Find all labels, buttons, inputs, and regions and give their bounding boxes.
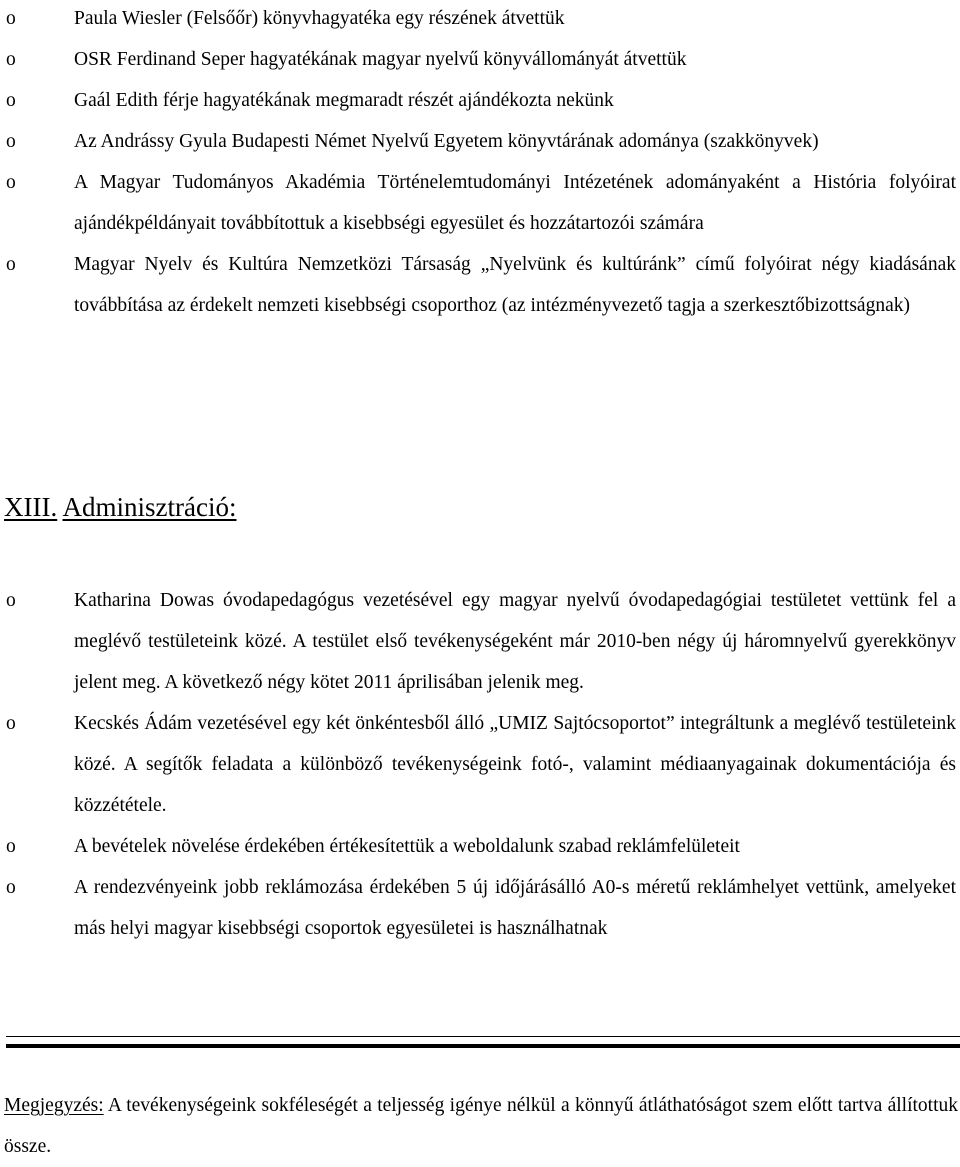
bullet-marker: o: [6, 131, 16, 152]
section-heading: [4, 487, 236, 527]
bullet-marker: o: [6, 8, 16, 29]
list-item-text: A Magyar Tudományos Akadémia Történelemtudományi Intézetének adományaként a História folyóirat ajándékpéldányait továbbítottuk a kisebbségi egyesület és hozzátartozói számára: [74, 172, 956, 234]
list-item: [0, 244, 960, 326]
list-item: [0, 580, 960, 703]
list-item-text: Magyar Nyelv és Kultúra Nemzetközi Társaság „Nyelvünk és kultúránk” című folyóirat négy kiadásának továbbítása az érdekelt nemzeti kisebbségi csoporthoz (az intézményvezető tagja a szerkesztőbizottságnak): [74, 254, 956, 316]
administration-list: [0, 580, 960, 949]
divider-thick: [6, 1044, 960, 1048]
list-item-text: OSR Ferdinand Seper hagyatékának magyar nyelvű könyvállományát átvettük: [74, 49, 687, 70]
list-item: [0, 162, 960, 244]
list-item: [0, 826, 960, 867]
section-number: XIII.: [4, 492, 58, 522]
bullet-marker: o: [6, 49, 16, 70]
list-item: [0, 867, 960, 949]
bullet-marker: o: [6, 877, 16, 898]
note-text: A tevékenységeink sokféleségét a teljesség igénye nélkül a könnyű átláthatóságot szem előtt tartva állítottuk össze.: [4, 1095, 958, 1157]
list-item: [0, 703, 960, 826]
bullet-marker: o: [6, 590, 16, 611]
note-paragraph: [4, 1085, 958, 1167]
list-item-text: Paula Wiesler (Felsőőr) könyvhagyatéka egy részének átvettük: [74, 8, 565, 29]
bullet-marker: o: [6, 172, 16, 193]
section-title: Adminisztráció:: [62, 492, 237, 522]
list-item-text: Az Andrássy Gyula Budapesti Német Nyelvű Egyetem könyvtárának adománya (szakkönyvek): [74, 131, 819, 152]
note-label: Megjegyzés:: [4, 1095, 104, 1116]
bullet-marker: o: [6, 254, 16, 275]
list-item: [0, 0, 960, 39]
acquisitions-list: [0, 0, 960, 326]
list-item: [0, 121, 960, 162]
list-item: [0, 39, 960, 80]
bullet-marker: o: [6, 90, 16, 111]
list-item-text: Katharina Dowas óvodapedagógus vezetésével egy magyar nyelvű óvodapedagógiai testületet vettünk fel a meglévő testületeink közé. A testület első tevékenységeként már 2010-ben négy új háromnyelvű gyerekkönyv jelent meg. A következő négy kötet 2011 áprilisában jelenik meg.: [74, 590, 956, 693]
list-item: [0, 80, 960, 121]
list-item-text: Gaál Edith férje hagyatékának megmaradt részét ajándékozta nekünk: [74, 90, 614, 111]
bullet-marker: o: [6, 713, 16, 734]
divider-thin: [6, 1036, 960, 1037]
bullet-marker: o: [6, 836, 16, 857]
list-item-text: A rendezvényeink jobb reklámozása érdekében 5 új időjárásálló A0-s méretű reklámhelyet vettünk, amelyeket más helyi magyar kisebbségi csoportok egyesületei is használhatnak: [74, 877, 956, 939]
list-item-text: Kecskés Ádám vezetésével egy két önkéntesből álló „UMIZ Sajtócsoportot” integráltunk a meglévő testületeink közé. A segítők feladata a különböző tevékenységeink fotó-, valamint médiaanyagainak dokumentációja és közzététele.: [74, 713, 956, 816]
list-item-text: A bevételek növelése érdekében értékesítettük a weboldalunk szabad reklámfelületeit: [74, 836, 740, 857]
